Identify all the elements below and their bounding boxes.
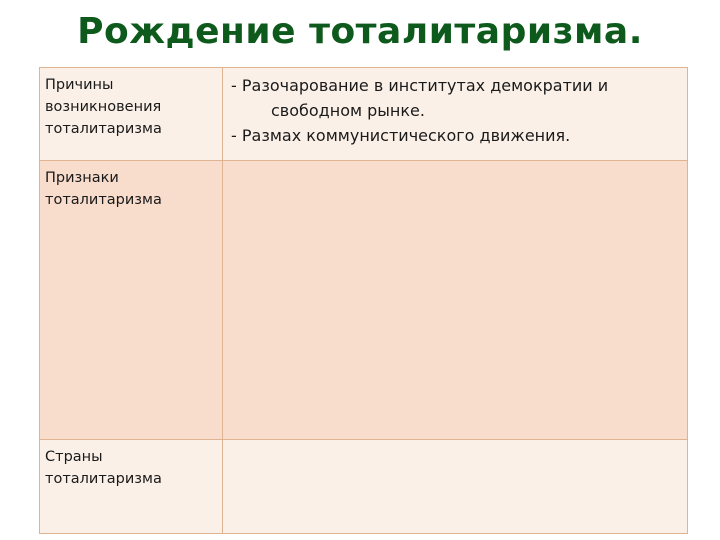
row-content-causes: [223, 68, 688, 161]
info-table: [39, 67, 688, 534]
row-content-features: [223, 161, 688, 440]
table-row-countries: [40, 440, 688, 534]
bullet-communist-movement: - Размах коммунистического движения.: [231, 126, 571, 145]
bullet-disillusionment: - Разочарование в институтах демократии и: [231, 76, 609, 95]
row-content-countries: [223, 440, 688, 534]
bullet-disillusionment-continued: свободном рынке.: [271, 101, 425, 120]
row-label-countries: Страны тоталитаризма: [40, 440, 223, 534]
table-row-causes: [40, 68, 688, 161]
row-label-causes: Причины возникновения тоталитаризма: [40, 68, 223, 161]
row-label-features: Признаки тоталитаризма: [40, 161, 223, 440]
slide-title: Рождение тоталитаризма.: [77, 11, 643, 52]
table-row-features: [40, 161, 688, 440]
